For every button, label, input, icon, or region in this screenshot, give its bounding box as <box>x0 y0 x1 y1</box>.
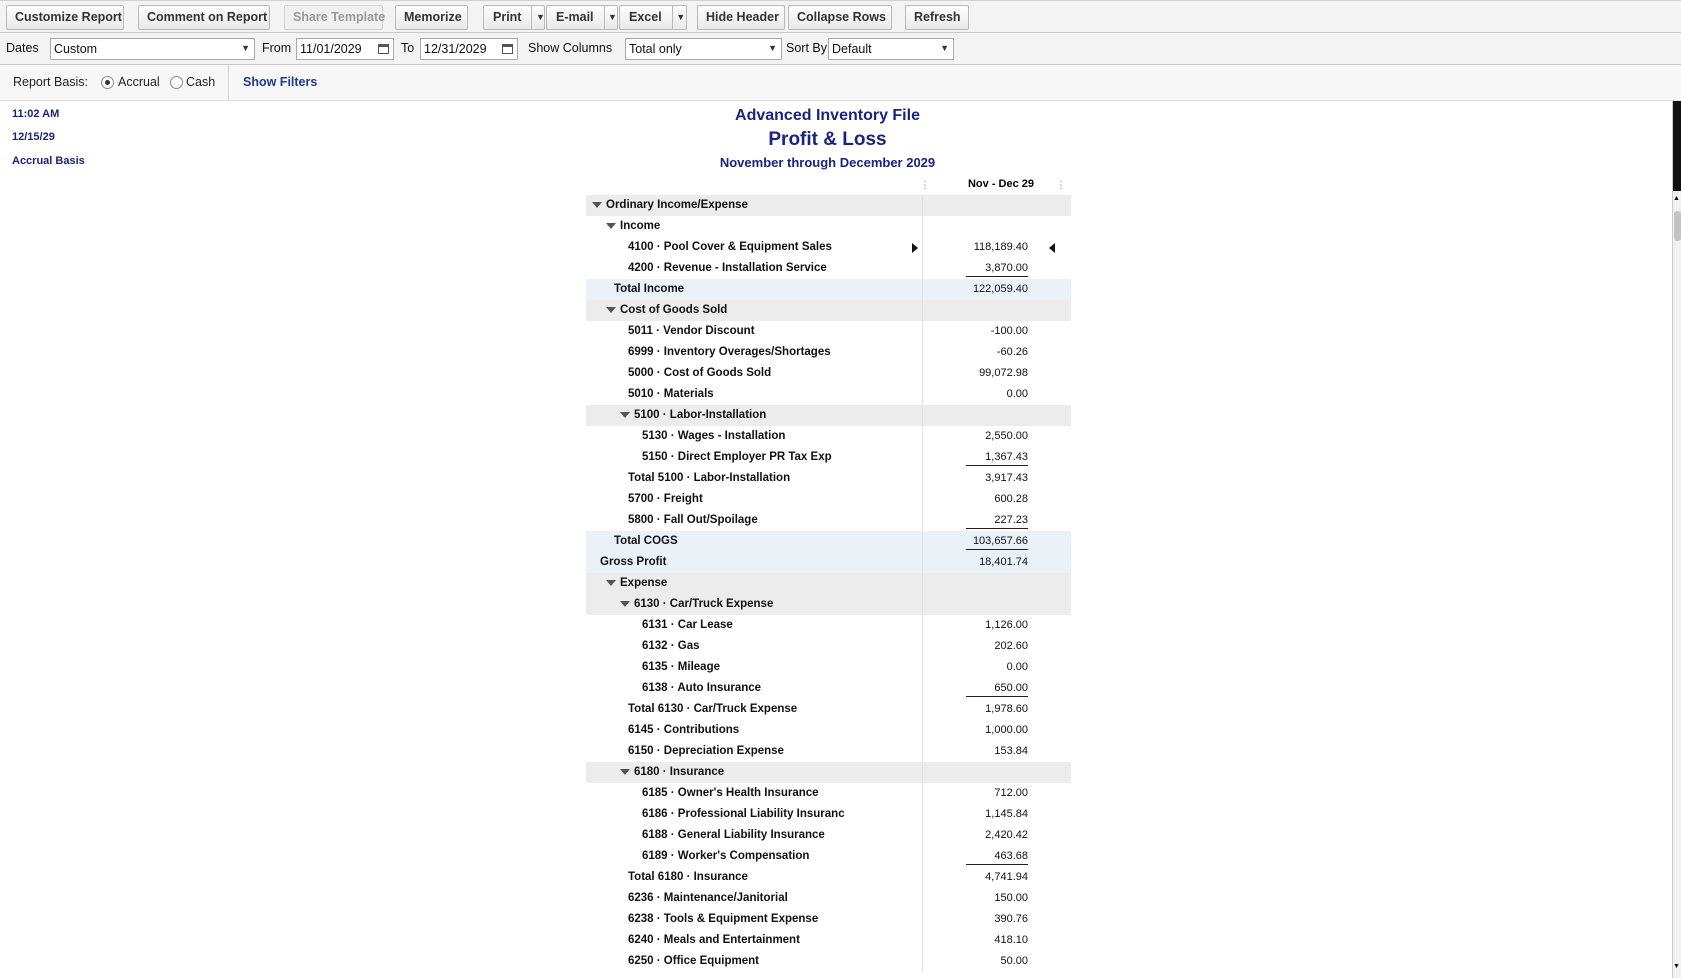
row-amount[interactable]: -100.00 <box>990 325 1028 337</box>
row-amount[interactable]: 650.00 <box>966 680 1028 697</box>
column-divider <box>922 489 923 510</box>
column-divider <box>922 531 923 552</box>
row-amount[interactable]: 99,072.98 <box>979 367 1028 379</box>
column-divider <box>922 279 923 300</box>
table-row[interactable] <box>586 804 1071 825</box>
excel-button[interactable] <box>619 5 687 30</box>
table-total-row[interactable] <box>586 552 1071 573</box>
report-date: 12/15/29 <box>12 131 55 143</box>
column-divider <box>922 405 923 426</box>
scrollbar-thumb[interactable] <box>1674 211 1681 241</box>
row-label: 6145 · Contributions <box>628 724 740 736</box>
column-divider <box>922 699 923 720</box>
row-label: 6180 · Insurance <box>634 766 725 778</box>
collapse-triangle-icon[interactable] <box>592 202 602 208</box>
table-row[interactable] <box>586 783 1071 804</box>
row-amount[interactable]: 2,550.00 <box>985 430 1028 442</box>
row-label: Ordinary Income/Expense <box>606 199 748 211</box>
table-total-row[interactable] <box>586 531 1071 552</box>
table-group-row[interactable] <box>586 594 1071 615</box>
row-label: 6240 · Meals and Entertainment <box>628 934 800 946</box>
table-group-row[interactable] <box>586 405 1071 426</box>
row-label: 6188 · General Liability Insurance <box>642 829 825 841</box>
sort-by-select[interactable] <box>828 38 954 60</box>
row-label: Income <box>620 220 661 232</box>
column-divider <box>922 594 923 615</box>
accrual-radio[interactable] <box>101 76 114 89</box>
report-basis-bar <box>0 65 1681 101</box>
table-row[interactable] <box>586 699 1071 720</box>
print-label: Print <box>493 10 522 24</box>
row-amount[interactable]: 4,741.94 <box>985 871 1028 883</box>
column-divider <box>922 930 923 951</box>
filter-bar <box>0 33 1681 65</box>
table-group-row[interactable] <box>586 762 1071 783</box>
show-columns-label: Show Columns <box>528 41 613 55</box>
row-label: 6132 · Gas <box>642 640 700 652</box>
row-amount[interactable]: 390.76 <box>994 913 1028 925</box>
excel-label: Excel <box>629 10 662 24</box>
chevron-down-icon: ▼ <box>241 43 250 53</box>
refresh-button[interactable]: Refresh <box>905 5 969 30</box>
report-toolbar <box>0 0 1681 33</box>
row-label: 6150 · Depreciation Expense <box>628 745 784 757</box>
table-group-row[interactable] <box>586 300 1071 321</box>
row-amount[interactable]: 1,978.60 <box>985 703 1028 715</box>
column-divider <box>922 426 923 447</box>
row-amount[interactable]: 227.23 <box>966 512 1028 529</box>
report-time: 11:02 AM <box>12 108 60 120</box>
sort-by-label: Sort By <box>786 41 827 55</box>
column-divider <box>922 783 923 804</box>
row-amount[interactable]: 3,870.00 <box>966 260 1028 277</box>
show-columns-value: Total only <box>629 42 682 56</box>
row-amount[interactable]: 50.00 <box>1000 955 1028 967</box>
table-group-row[interactable] <box>586 195 1071 216</box>
row-amount[interactable]: 153.84 <box>994 745 1028 757</box>
row-label: 6138 · Auto Insurance <box>642 682 762 694</box>
row-label: 5800 · Fall Out/Spoilage <box>628 514 758 526</box>
to-label: To <box>401 41 415 55</box>
row-label: 6130 · Car/Truck Expense <box>634 598 774 610</box>
row-amount[interactable]: -60.26 <box>996 346 1028 358</box>
column-header-row <box>586 176 1071 196</box>
row-amount[interactable]: 118,189.40 <box>973 241 1028 253</box>
accrual-label[interactable]: Accrual <box>118 75 160 89</box>
report-basis-note: Accrual Basis <box>12 155 85 167</box>
column-divider <box>922 321 923 342</box>
calendar-icon[interactable] <box>378 44 389 54</box>
row-marker-right-icon <box>912 243 918 253</box>
column-divider <box>922 678 923 699</box>
column-divider <box>922 468 923 489</box>
row-amount[interactable]: 1,145.84 <box>985 808 1028 820</box>
customize-report-button[interactable]: Customize Report <box>6 5 124 30</box>
chevron-down-icon: ▼ <box>768 43 777 53</box>
excel-dropdown-icon[interactable]: ▼ <box>672 6 689 29</box>
row-amount[interactable]: 418.10 <box>994 934 1028 946</box>
row-label: Total Income <box>614 283 685 295</box>
calendar-icon[interactable] <box>502 44 513 54</box>
row-label: Total 6130 · Car/Truck Expense <box>628 703 798 715</box>
row-amount[interactable]: 2,420.42 <box>985 829 1028 841</box>
table-row[interactable] <box>586 888 1071 909</box>
row-label: 5000 · Cost of Goods Sold <box>628 367 772 379</box>
row-amount[interactable]: 103,657.66 <box>966 533 1028 550</box>
company-name: Advanced Inventory File <box>735 107 920 124</box>
row-amount[interactable]: 122,059.40 <box>972 283 1028 295</box>
column-divider <box>922 510 923 531</box>
table-row[interactable] <box>586 867 1071 888</box>
from-date-field[interactable] <box>296 38 394 60</box>
collapse-triangle-icon[interactable] <box>620 601 630 607</box>
row-amount[interactable]: 150.00 <box>994 892 1028 904</box>
row-label: Gross Profit <box>600 556 667 568</box>
report-basis-label: Report Basis: <box>13 75 89 89</box>
row-amount[interactable]: 202.60 <box>994 640 1028 652</box>
row-label: Total COGS <box>614 535 678 547</box>
collapse-rows-button[interactable]: Collapse Rows <box>788 5 892 30</box>
column-resize-handle[interactable]: ⋮ <box>920 180 929 191</box>
row-label: 4200 · Revenue - Installation Service <box>628 262 827 274</box>
collapse-triangle-icon[interactable] <box>606 223 616 229</box>
row-amount[interactable]: 1,126.00 <box>985 619 1028 631</box>
row-marker-left-icon <box>1049 243 1055 253</box>
table-row[interactable] <box>586 384 1071 405</box>
row-label: Total 5100 · Labor-Installation <box>628 472 791 484</box>
table-row[interactable] <box>586 363 1071 384</box>
collapse-triangle-icon[interactable] <box>620 769 630 775</box>
row-label: 5700 · Freight <box>628 493 703 505</box>
row-amount[interactable]: 0.00 <box>1006 388 1028 400</box>
row-label: 5130 · Wages - Installation <box>642 430 786 442</box>
sort-by-value: Default <box>832 42 872 56</box>
column-divider <box>922 384 923 405</box>
table-row[interactable] <box>586 846 1071 867</box>
column-divider <box>922 447 923 468</box>
row-label: Cost of Goods Sold <box>620 304 728 316</box>
table-row[interactable] <box>586 909 1071 930</box>
table-row[interactable] <box>586 258 1071 279</box>
email-dropdown-icon[interactable]: ▼ <box>604 6 621 29</box>
scroll-up-icon[interactable]: ▲ <box>1673 195 1680 202</box>
column-divider <box>922 720 923 741</box>
table-row[interactable] <box>586 426 1071 447</box>
table-row[interactable] <box>586 720 1071 741</box>
column-divider <box>922 762 923 783</box>
row-label: 6135 · Mileage <box>642 661 720 673</box>
table-row[interactable] <box>586 237 1071 258</box>
comment-on-report-button[interactable]: Comment on Report <box>138 5 270 30</box>
table-row[interactable] <box>586 741 1071 762</box>
table-row[interactable] <box>586 510 1071 531</box>
dates-label: Dates <box>6 41 39 55</box>
row-amount[interactable]: 1,367.43 <box>966 449 1028 466</box>
to-date-value: 12/31/2029 <box>424 42 487 56</box>
row-label: 6185 · Owner's Health Insurance <box>642 787 819 799</box>
chevron-down-icon: ▼ <box>940 43 949 53</box>
column-divider <box>922 573 923 594</box>
column-divider <box>922 636 923 657</box>
column-divider <box>922 237 923 258</box>
row-amount[interactable]: 600.28 <box>994 493 1028 505</box>
vertical-scrollbar[interactable] <box>1672 101 1681 978</box>
dates-select[interactable] <box>50 38 255 60</box>
row-label: 4100 · Pool Cover & Equipment Sales <box>628 241 832 253</box>
column-divider <box>922 846 923 867</box>
row-amount[interactable]: 0.00 <box>1006 661 1028 673</box>
from-date-value: 11/01/2029 <box>300 42 362 56</box>
column-divider <box>922 216 923 237</box>
column-divider <box>922 552 923 573</box>
show-filters-link[interactable]: Show Filters <box>243 75 318 89</box>
table-row[interactable] <box>586 930 1071 951</box>
column-resize-handle[interactable]: ⋮ <box>1056 180 1065 191</box>
row-label: 6999 · Inventory Overages/Shortages <box>628 346 831 358</box>
column-divider <box>922 909 923 930</box>
column-divider <box>922 342 923 363</box>
cash-radio[interactable] <box>170 76 183 89</box>
collapse-triangle-icon[interactable] <box>606 307 616 313</box>
table-row[interactable] <box>586 615 1071 636</box>
row-label: 6250 · Office Equipment <box>628 955 760 967</box>
row-label: 5100 · Labor-Installation <box>634 409 767 421</box>
table-row[interactable] <box>586 951 1071 972</box>
column-divider <box>922 363 923 384</box>
print-dropdown-icon[interactable]: ▼ <box>531 6 548 29</box>
row-amount[interactable]: 3,917.43 <box>985 472 1028 484</box>
row-label: Total 6180 · Insurance <box>628 871 748 883</box>
table-group-row[interactable] <box>586 573 1071 594</box>
to-date-field[interactable] <box>420 38 518 60</box>
row-label: 5150 · Direct Employer PR Tax Exp <box>642 451 832 463</box>
column-divider <box>922 888 923 909</box>
column-divider <box>922 867 923 888</box>
table-row[interactable] <box>586 678 1071 699</box>
row-label: 5010 · Materials <box>628 388 714 400</box>
row-label: 6131 · Car Lease <box>642 619 733 631</box>
email-button[interactable] <box>546 5 618 30</box>
row-label: 6236 · Maintenance/Janitorial <box>628 892 788 904</box>
row-label: 5011 · Vendor Discount <box>628 325 755 337</box>
report-table <box>586 195 1071 972</box>
column-divider <box>922 195 923 216</box>
table-row[interactable] <box>586 342 1071 363</box>
table-row[interactable] <box>586 216 1071 237</box>
column-divider <box>922 741 923 762</box>
table-row[interactable] <box>586 321 1071 342</box>
report-period: November through December 2029 <box>719 155 936 170</box>
row-label: 6189 · Worker's Compensation <box>642 850 810 862</box>
row-label: 6186 · Professional Liability Insuranc <box>642 808 845 820</box>
row-label: 6238 · Tools & Equipment Expense <box>628 913 819 925</box>
divider <box>228 65 229 101</box>
table-total-row[interactable] <box>586 279 1071 300</box>
row-amount[interactable]: 1,000.00 <box>985 724 1028 736</box>
column-divider <box>922 258 923 279</box>
column-divider <box>922 804 923 825</box>
table-row[interactable] <box>586 657 1071 678</box>
share-template-button[interactable]: Share Template <box>284 5 383 30</box>
scroll-down-icon[interactable]: ▼ <box>1673 963 1680 970</box>
column-divider <box>922 300 923 321</box>
column-header-nov-dec[interactable]: Nov - Dec 29 <box>967 178 1035 190</box>
scrollbar-track-top <box>1673 101 1681 191</box>
from-label: From <box>262 41 292 55</box>
table-row[interactable] <box>586 636 1071 657</box>
collapse-triangle-icon[interactable] <box>620 412 630 418</box>
report-title: Profit & Loss <box>768 129 887 150</box>
show-columns-select[interactable] <box>625 38 782 60</box>
table-row[interactable] <box>586 489 1071 510</box>
collapse-triangle-icon[interactable] <box>606 580 616 586</box>
email-label: E-mail <box>556 10 594 24</box>
table-row[interactable] <box>586 447 1071 468</box>
memorize-button[interactable]: Memorize <box>395 5 468 30</box>
row-label: Expense <box>620 577 668 589</box>
column-divider <box>922 951 923 972</box>
row-amount[interactable]: 712.00 <box>994 787 1028 799</box>
table-row[interactable] <box>586 468 1071 489</box>
dates-value: Custom <box>54 42 98 56</box>
hide-header-button[interactable]: Hide Header <box>697 5 785 30</box>
column-divider <box>922 825 923 846</box>
row-amount[interactable]: 18,401.74 <box>979 556 1028 568</box>
column-divider <box>922 657 923 678</box>
row-amount[interactable]: 463.68 <box>966 848 1028 865</box>
table-row[interactable] <box>586 825 1071 846</box>
print-button[interactable] <box>483 5 545 30</box>
column-divider <box>922 615 923 636</box>
cash-label[interactable]: Cash <box>186 75 216 89</box>
